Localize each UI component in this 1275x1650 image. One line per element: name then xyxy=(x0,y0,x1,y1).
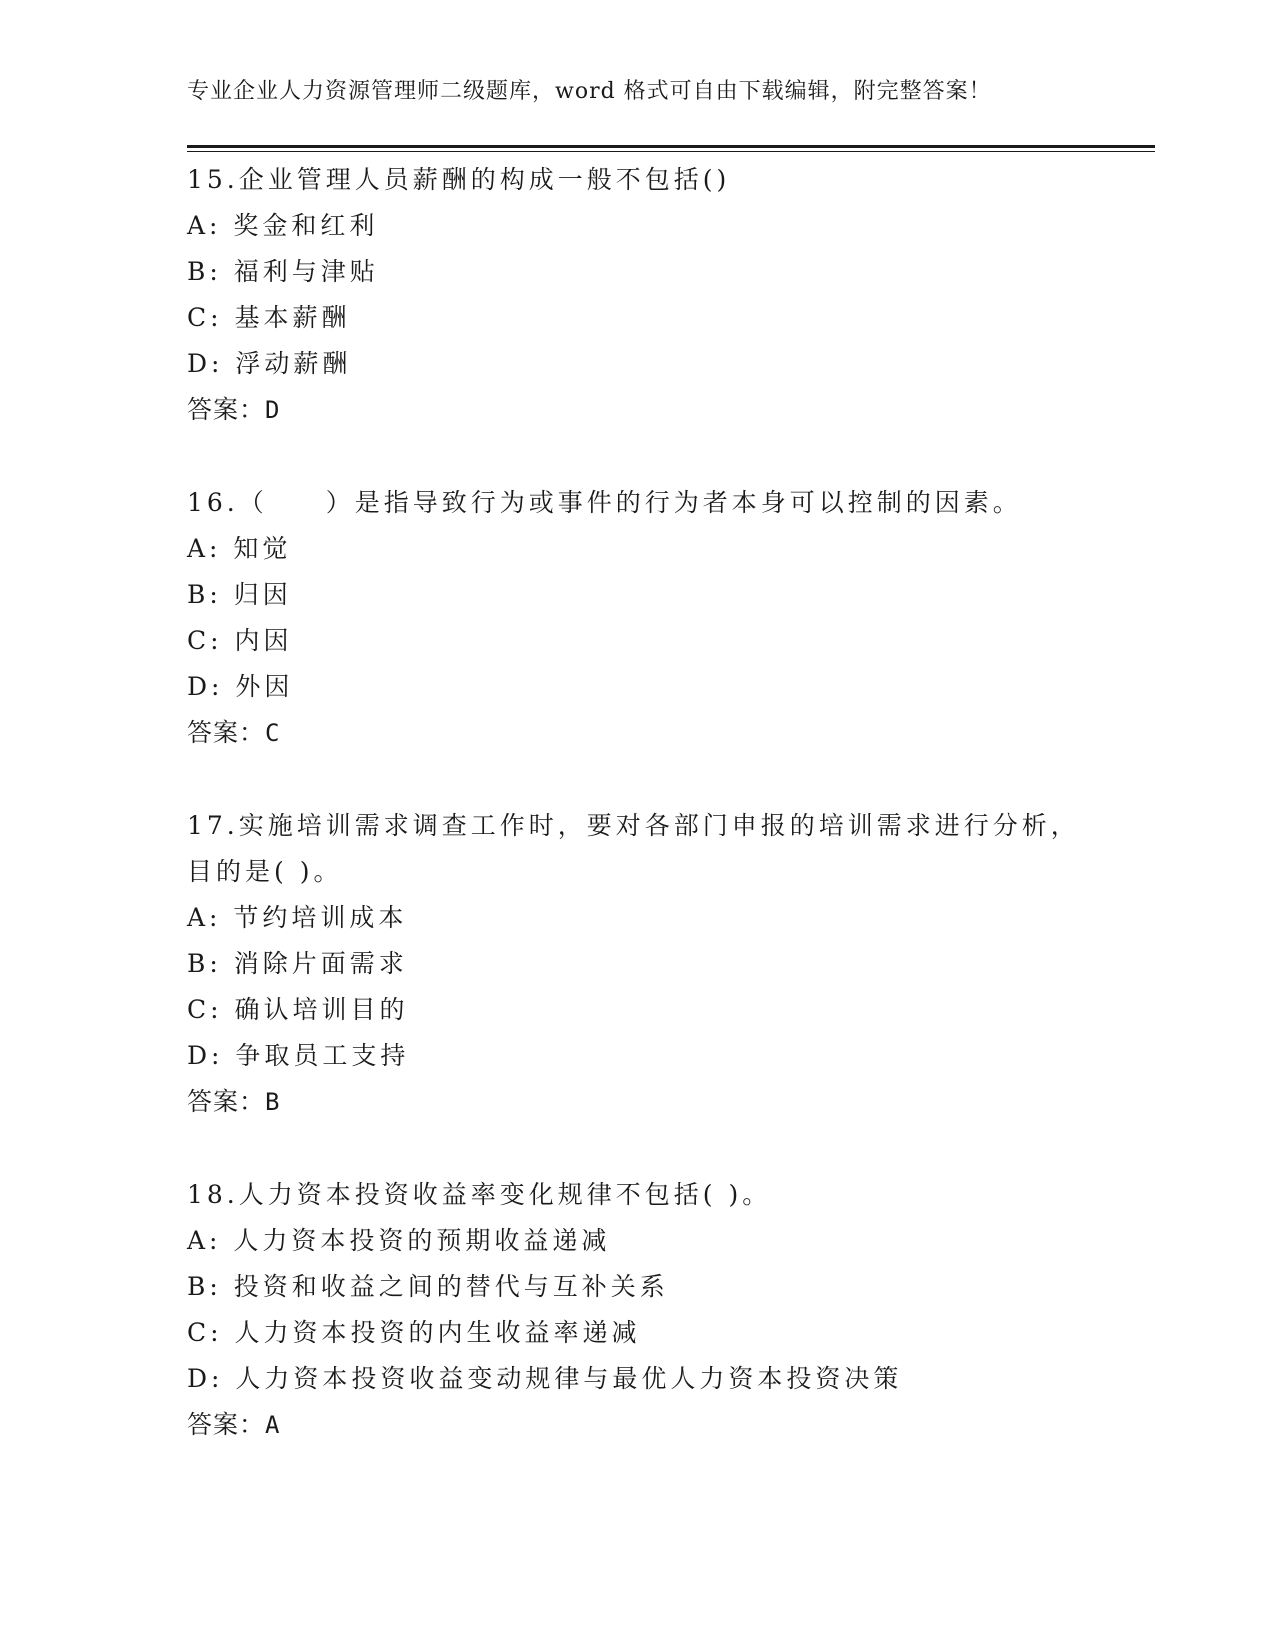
question-title: 17.实施培训需求调查工作时，要对各部门申报的培训需求进行分析， 目的是( )。 xyxy=(187,811,1080,886)
page-header: 专业企业人力资源管理师二级题库，word 格式可自由下载编辑，附完整答案！ xyxy=(187,79,992,104)
question-title: 16.（ ）是指导致行为或事件的行为者本身可以控制的因素。 xyxy=(187,488,1022,517)
option-a: A: 节约培训成本 xyxy=(187,903,408,932)
answer-value: C xyxy=(265,719,281,747)
option-a: A: 人力资本投资的预期收益递减 xyxy=(187,1226,611,1255)
option-a: A: 奖金和红利 xyxy=(187,211,379,240)
option-b: B: 归因 xyxy=(187,580,292,609)
answer-line xyxy=(187,387,1147,433)
question-title: 18.人力资本投资收益率变化规律不包括( )。 xyxy=(187,1180,772,1209)
option-d: D: 外因 xyxy=(187,672,294,701)
answer-value: D xyxy=(265,396,281,424)
answer-label: 答案： xyxy=(187,718,266,747)
answer-line xyxy=(187,1402,1147,1448)
header-divider-thin xyxy=(187,151,1155,152)
option-d: D: 浮动薪酬 xyxy=(187,349,352,378)
answer-label: 答案： xyxy=(187,1087,266,1116)
option-c: C: 人力资本投资的内生收益率递减 xyxy=(187,1318,641,1347)
answer-line xyxy=(187,710,1147,756)
option-a: A: 知觉 xyxy=(187,534,292,563)
option-b: B: 福利与津贴 xyxy=(187,257,379,286)
question-16 xyxy=(187,480,1147,756)
option-c: C: 基本薪酬 xyxy=(187,303,351,332)
answer-line xyxy=(187,1079,1147,1125)
question-15 xyxy=(187,157,1147,433)
option-b: B: 消除片面需求 xyxy=(187,949,408,978)
option-d: D: 争取员工支持 xyxy=(187,1041,410,1070)
question-list xyxy=(187,157,1147,1495)
answer-label: 答案： xyxy=(187,1410,266,1439)
question-17 xyxy=(187,803,1147,1125)
header-divider-thick xyxy=(187,145,1155,148)
answer-label: 答案： xyxy=(187,395,266,424)
option-b: B: 投资和收益之间的替代与互补关系 xyxy=(187,1272,669,1301)
question-18 xyxy=(187,1172,1147,1448)
option-d: D: 人力资本投资收益变动规律与最优人力资本投资决策 xyxy=(187,1364,903,1393)
option-c: C: 确认培训目的 xyxy=(187,995,409,1024)
question-title: 15.企业管理人员薪酬的构成一般不包括() xyxy=(187,165,731,194)
answer-value: B xyxy=(265,1088,281,1116)
answer-value: A xyxy=(265,1411,281,1439)
option-c: C: 内因 xyxy=(187,626,293,655)
